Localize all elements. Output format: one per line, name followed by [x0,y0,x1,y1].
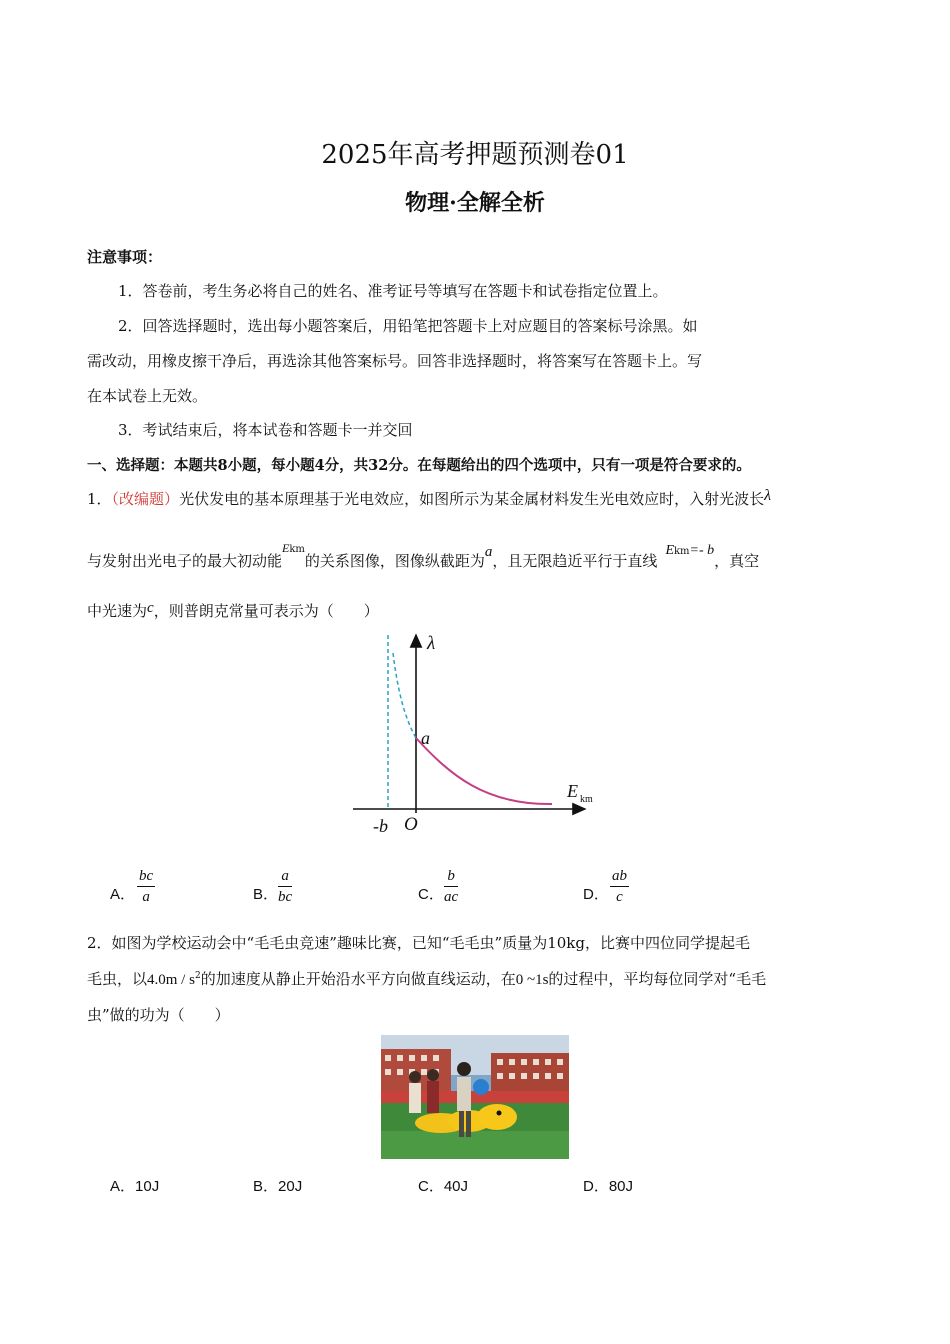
q1-text-3b: ，则普朗克常量可表示为（ ） [153,602,379,620]
q1-option-a-letter[interactable]: A． [110,886,136,903]
notes-item-3: 3．考试结束后，将本试卷和答题卡一并交回 [118,421,413,439]
q2-option-b[interactable]: B．20J [253,1178,303,1195]
q1-graph [345,625,605,840]
q1-line-equation: Ekm=- b [665,543,715,558]
q1-text-1: 光伏发电的基本原理基于光电效应，如图所示为某金属材料发生光电效应时，入射光波长 [179,490,765,508]
q1-line-1 [87,488,771,509]
origin-label: O [404,814,418,835]
q1-option-b-letter[interactable]: B． [253,886,279,903]
x-axis-label-sub: km [580,794,593,805]
q1-tag: （改编题） [111,490,180,508]
q1-option-c-letter[interactable]: C． [418,886,444,903]
y-axis-label: λ [427,633,436,654]
q1-line-3 [87,600,379,621]
q1-text-3a: 中光速为 [87,602,148,620]
q1-lambda: λ [764,487,772,504]
q2-line-1: 2．如图为学校运动会中“毛毛虫竞速”趣味比赛，已知“毛毛虫”质量为10kg，比赛中四位同学提起毛 [87,934,750,952]
q1-option-b-fraction[interactable]: $\frac{a}{bc}$ [278,868,293,905]
q1-text-2c: ，且无限趋近平行于直线 [492,552,658,570]
page-subtitle: 物理·全解全析 [405,190,545,216]
q2-interval: 0 ~1s [515,972,549,988]
curve-solid [416,738,552,804]
notes-item-2-line-2: 需改动，用橡皮擦干净后，再选涂其他答案标号。回答非选择题时，将答案写在答题卡上。写 [87,352,703,370]
q1-option-c-fraction[interactable]: $\frac{b}{ac}$ [444,868,459,905]
curve-dashed [393,653,416,738]
q1-text-2b: 的关系图像，图像纵截距为 [304,552,485,570]
q1-option-d-fraction[interactable]: $\frac{ab}{c}$ [612,868,627,905]
x-axis-label-E: E [567,781,578,801]
q2-acceleration: 4.0m / s [147,972,195,988]
page-title: 2025年高考押题预测卷01 [321,140,629,170]
q1-var-a: a [484,544,493,560]
intercept-label: a [421,728,430,748]
notes-item-2-line-3: 在本试卷上无效。 [87,387,208,405]
notes-item-2-line-1: 2．回答选择题时，选出每小题答案后，用铅笔把答题卡上对应题目的答案标号涂黑。如 [118,317,698,335]
q1-var-c: c [147,600,154,616]
q1-ekm-symbol: Ekm [282,541,305,555]
q2-option-d[interactable]: D．80J [583,1178,634,1195]
q1-line-2 [87,541,760,571]
q2-acceleration-exp: 2 [194,971,201,981]
q2-option-a[interactable]: A．10J [110,1178,160,1195]
q1-option-d-letter[interactable]: D． [583,886,609,903]
q2-photo [381,1035,569,1159]
notes-heading: 注意事项： [87,248,163,266]
q1-text-2a: 与发射出光电子的最大初动能 [87,552,283,570]
q1-text-2d: ，真空 [714,552,760,570]
q2-option-c[interactable]: C．40J [418,1178,469,1195]
neg-b-label: -b [373,816,388,836]
q1-option-a-fraction[interactable]: $\frac{bc}{a}$ [139,868,154,905]
q1-number: 1． [87,490,112,508]
notes-item-1: 1．答卷前，考生务必将自己的姓名、准考证号等填写在答题卡和试卷指定位置上。 [118,282,668,300]
section-heading: 一、选择题：本题共8小题，每小题4分，共32分。在每题给出的四个选项中，只有一项是符合要求的。 [87,457,751,474]
q2-line-3: 虫”做的功为（ ） [87,1006,230,1024]
q2-line-2: 毛虫，以$4.0m / s^2$的加速度从静止开始沿水平方向做直线运动，在0 ~1s的过程中，平均每位同学对“毛毛 [87,970,767,988]
